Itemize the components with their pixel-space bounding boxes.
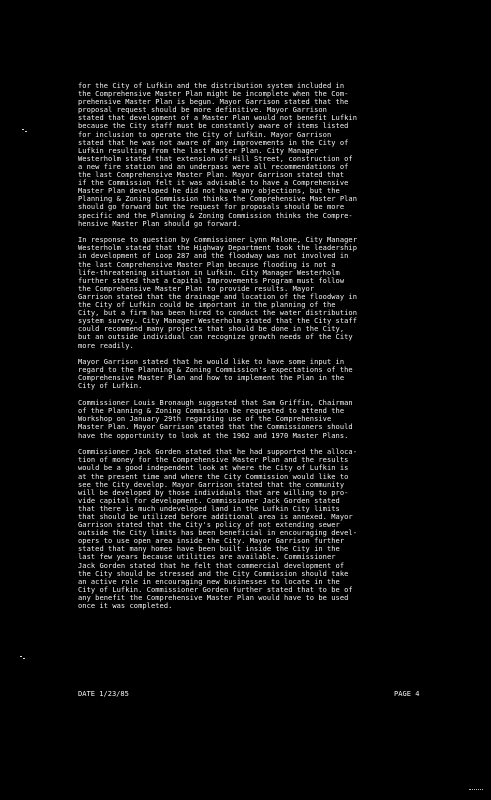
text-line: Master Plan. Mayor Garrison stated that the Commissioners should <box>78 422 353 432</box>
text-line: more readily. <box>78 340 134 350</box>
text-line: once it was completed. <box>78 601 173 610</box>
text-line: regard to the Planning & Zoning Commission's expectations of the <box>78 365 353 375</box>
footer-date: DATE 1/23/85 <box>78 689 129 698</box>
text-line: Commissioner Louis Bronaugh suggested that Sam Griffin, Chairman <box>78 398 353 408</box>
text-line: at the present time and where the City Commission would like to <box>78 471 349 481</box>
text-line: City of Lufkin. Commissioner Gorden further stated that to be of <box>78 584 353 594</box>
text-line: an active role in encouraging new businesses to locate in the <box>78 576 340 586</box>
paragraph <box>78 236 450 349</box>
paragraph <box>78 82 450 228</box>
text-line: City of Lufkin. <box>78 381 143 391</box>
text-line: life-threatening situation in Lufkin. City Manager Westerholm <box>78 267 340 277</box>
text-line: opers to use open area inside the City. Mayor Garrison further <box>78 536 345 546</box>
text-line: the last Comprehensive Master Plan. Mayor Garrison stated that <box>78 170 345 180</box>
text-line: proposal request should be more definitive. Mayor Garrison <box>78 105 327 115</box>
text-line: will be developed by those individuals that are willing to pro- <box>78 487 349 497</box>
text-line: that should be utilized before additional area is annexed. Mayor <box>78 511 353 521</box>
text-line: have the opportunity to look at the 1962 and 1970 Master Plans. <box>78 430 349 440</box>
text-line: any benefit the Comprehensive Master Plan would have to be used <box>78 592 349 602</box>
text-line: the Comprehensive Master Plan to provide results. Mayor <box>78 283 315 293</box>
text-line: if the Commission felt it was advisable to have a Comprehensive <box>78 178 349 188</box>
text-line: Lufkin resulting from the last Master Plan. City Manager <box>78 145 319 155</box>
text-line: specific and the Planning & Zoning Commission thinks the Compre- <box>78 210 353 220</box>
text-line: of the Planning & Zoning Commission be requested to attend the <box>78 406 345 416</box>
text-line: that there is much undeveloped land in the Lufkin City limits <box>78 503 340 513</box>
text-line: Garrison stated that the City's policy of not extending sewer <box>78 520 340 530</box>
text-line: Westerholm stated that the Highway Department took the leadership <box>78 243 358 253</box>
text-line: outside the City limits has been beneficial in encouraging devel- <box>78 528 358 538</box>
text-line: would be a good independent look at where the City of Lufkin is <box>78 463 349 473</box>
text-line: tion of money for the Comprehensive Master Plan and the results <box>78 455 349 465</box>
text-line: further stated that a Capital Improvements Program must follow <box>78 275 345 285</box>
text-line: the Comprehensive Master Plan might be incomplete when the Com- <box>78 89 349 99</box>
text-line: see the City develop. Mayor Garrison stated that the community <box>78 479 345 489</box>
text-line: system survey. City Manager Westerholm stated that the City staff <box>78 316 358 326</box>
text-line: Workshop on January 29th regarding use of the Comprehensive <box>78 414 332 424</box>
text-line: because the City staff must be constantly aware of items listed <box>78 121 349 131</box>
paragraph <box>78 358 450 390</box>
text-line: could recommend many projects that should be done in the City, <box>78 324 345 334</box>
text-line: In response to question by Commissioner Lynn Malone, City Manager <box>78 235 358 245</box>
margin-mark <box>22 128 28 132</box>
text-line: stated that development of a Master Plan would not benefit Lufkin <box>78 113 358 123</box>
paragraph <box>78 399 450 439</box>
text-line: the last Comprehensive Master Plan because flooding is not a <box>78 259 336 269</box>
text-line: Jack Gorden stated that he felt that commercial development of <box>78 560 345 570</box>
text-line: last few years because utilities are available. Commissioner <box>78 552 336 562</box>
text-line: vide capital for development. Commissioner Jack Gorden stated <box>78 495 340 505</box>
text-line: for the City of Lufkin and the distribution system included in <box>78 81 345 90</box>
text-line: for inclusion to operate the City of Lufkin. Mayor Garrison <box>78 129 332 139</box>
text-line: a new fire station and an underpass were all recommendations of <box>78 161 349 171</box>
text-line: in development of Loop 287 and the floodway was not involved in <box>78 251 349 261</box>
text-line: Mayor Garrison stated that he would like to have some input in <box>78 357 345 367</box>
text-line: Garrison stated that the drainage and location of the floodway in <box>78 291 358 301</box>
text-line: stated that many homes have been built inside the City in the <box>78 544 340 554</box>
document-body <box>78 82 450 619</box>
text-line: Master Plan developed he did not have any objections, but the <box>78 186 340 196</box>
text-line: Planning & Zoning Commission thinks the Comprehensive Master Plan <box>78 194 358 204</box>
text-line: the City of Lufkin could be important in the planning of the <box>78 300 336 310</box>
text-line: Westerholm stated that extension of Hill Street, construction of <box>78 153 353 163</box>
margin-mark <box>20 655 26 659</box>
text-line: the City should be stressed and the City Commission should take <box>78 568 349 578</box>
scan-edge-mark <box>469 788 483 792</box>
footer-page-number: PAGE 4 <box>394 689 420 698</box>
text-line: should go forward but the request for proposals should be more <box>78 202 345 212</box>
text-line: stated that he was not aware of any improvements in the City of <box>78 137 349 147</box>
paragraph <box>78 448 450 610</box>
text-line: but an outside individual can recognize growth needs of the City <box>78 332 353 342</box>
text-line: prehensive Master Plan is begun. Mayor Garrison stated that the <box>78 97 349 107</box>
text-line: Comprehensive Master Plan and how to implement the Plan in the <box>78 373 345 383</box>
text-line: hensive Master Plan should go forward. <box>78 218 242 228</box>
text-line: City, but a firm has been hired to conduct the water distribution <box>78 308 358 318</box>
text-line: Commissioner Jack Gorden stated that he had supported the alloca- <box>78 447 358 457</box>
